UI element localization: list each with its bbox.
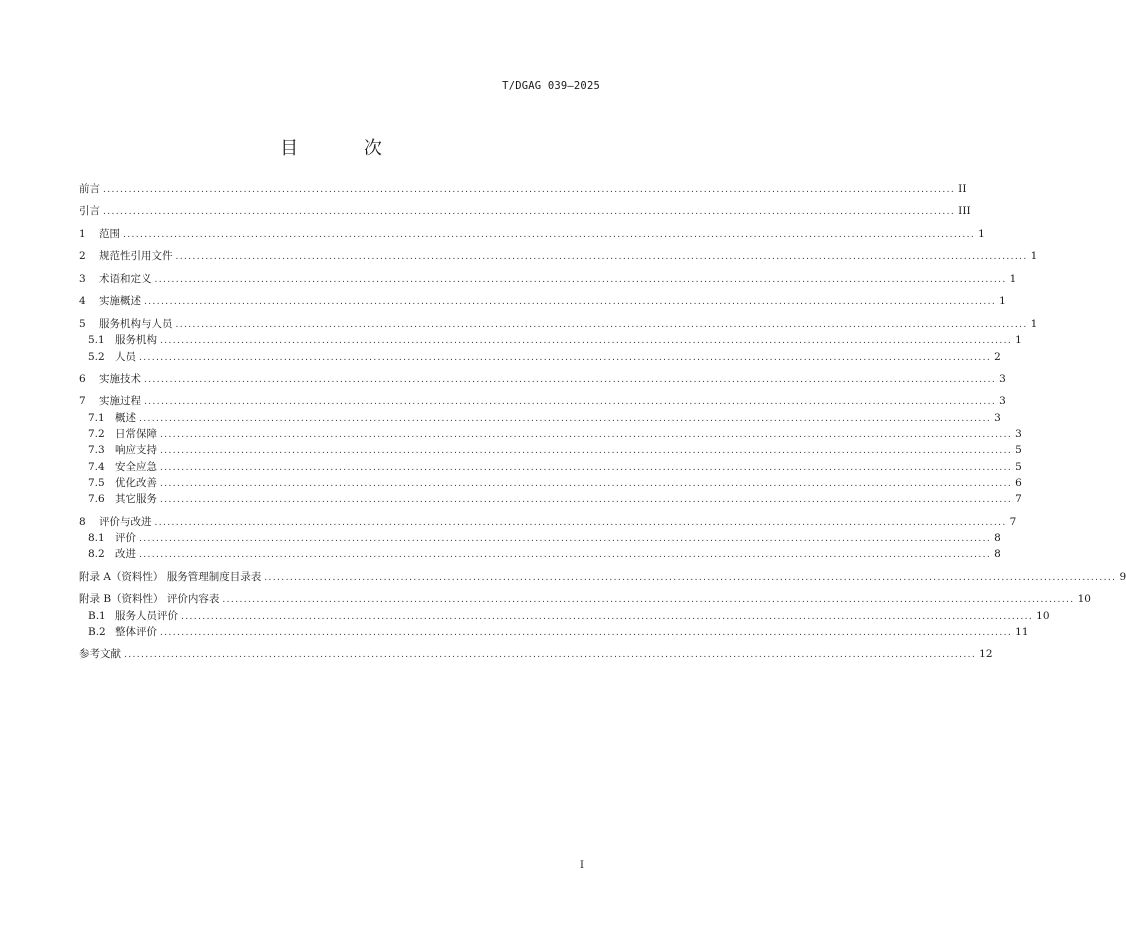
toc-entry-label: 概述	[115, 411, 136, 424]
page-number: I	[580, 860, 584, 871]
toc-entry-label: 实施概述	[99, 295, 141, 308]
toc-entry-page: 5	[1015, 460, 1022, 473]
toc-entry[interactable]	[79, 371, 1006, 387]
toc-entry[interactable]	[79, 491, 1022, 507]
toc-entry[interactable]	[79, 591, 1091, 607]
toc-leader-dots: ........................................................................................................................................................................................................	[175, 252, 1028, 263]
toc-entry[interactable]	[79, 646, 993, 662]
toc-entry-number: 6	[79, 372, 86, 385]
toc-entry-label: 实施过程	[99, 395, 141, 408]
toc-entry-page: 10	[1077, 593, 1091, 606]
toc-entry-number: 7.3	[88, 444, 105, 457]
toc-entry-label: 人员	[115, 350, 136, 363]
toc-entry-label: 服务机构与人员	[99, 317, 173, 330]
toc-entry-label: 评价与改进	[99, 515, 152, 528]
toc-entry-label: 引言	[79, 205, 100, 218]
toc-leader-dots: ........................................................................................................................................................................................................	[154, 274, 1007, 285]
toc-leader-dots: ........................................................................................................................................................................................................	[139, 352, 992, 363]
toc-entry-number: 8.2	[88, 548, 105, 561]
toc-entry-page: 5	[1015, 444, 1022, 457]
toc-entry-number: 7.5	[88, 476, 105, 489]
toc-entry-number: 3	[79, 272, 86, 285]
toc-entry-page: 8	[994, 532, 1001, 545]
toc-leader-dots: ........................................................................................................................................................................................................	[144, 297, 997, 308]
toc-entry-number: 1	[79, 227, 86, 240]
toc-entry-page: 3	[994, 411, 1001, 424]
toc-entry[interactable]	[79, 426, 1022, 442]
toc-leader-dots: ........................................................................................................................................................................................................	[154, 517, 1007, 528]
toc-entry-page: 8	[994, 548, 1001, 561]
toc-leader-dots: ........................................................................................................................................................................................................	[160, 495, 1013, 506]
toc-entry-page: 6	[1015, 476, 1022, 489]
toc-entry-page: 1	[1030, 250, 1038, 263]
toc-entry-page: 3	[999, 372, 1006, 385]
toc-entry[interactable]	[79, 349, 1001, 365]
toc-entry-number: 7	[79, 395, 86, 408]
toc-entry-number: 5.2	[88, 350, 105, 363]
toc-entry-label: 服务机构	[115, 334, 157, 347]
toc-entry[interactable]	[79, 393, 1006, 409]
toc-entry-label: 附录 A（资料性） 服务管理制度目录表	[79, 570, 262, 583]
toc-entry-page: 2	[994, 350, 1001, 363]
toc-entry-page: 12	[979, 648, 993, 661]
toc-entry-page: 3	[1015, 428, 1022, 441]
toc-leader-dots: ........................................................................................................................................................................................................	[160, 627, 1013, 638]
toc-leader-dots: ........................................................................................................................................................................................................	[139, 550, 992, 561]
toc-entry[interactable]	[79, 546, 1001, 562]
toc-entry-number: 4	[79, 295, 86, 308]
toc-entry-label: 附录 B（资料性） 评价内容表	[79, 593, 220, 606]
toc-leader-dots: ........................................................................................................................................................................................................	[139, 534, 992, 545]
toc-leader-dots: ........................................................................................................................................................................................................	[124, 650, 977, 661]
toc-entry-number: B.1	[88, 609, 106, 622]
toc-entry-number: 7.6	[88, 493, 105, 506]
toc-entry-number: 7.2	[88, 428, 105, 441]
toc-entry[interactable]	[79, 459, 1022, 475]
toc-leader-dots: ........................................................................................................................................................................................................	[181, 611, 1034, 622]
toc-leader-dots: ........................................................................................................................................................................................................	[175, 319, 1028, 330]
toc-entry[interactable]	[79, 608, 1050, 624]
toc-entry[interactable]	[79, 293, 1006, 309]
toc-entry[interactable]	[79, 569, 1126, 585]
toc-entry-number: 5.1	[88, 334, 105, 347]
toc-entry-label: 范围	[99, 227, 120, 240]
toc-entry-label: 前言	[79, 183, 100, 195]
toc-entry-label: 响应支持	[115, 444, 157, 457]
toc-entry[interactable]	[79, 226, 985, 242]
toc-entry[interactable]	[79, 442, 1022, 458]
toc-entry-page: 1	[978, 227, 985, 240]
toc-entry-page: 3	[999, 395, 1006, 408]
document-code: T/DGAG 039—2025	[502, 80, 600, 92]
toc-entry-page: 1	[999, 295, 1006, 308]
toc-entry-number: 7.4	[88, 460, 105, 473]
toc-leader-dots: ........................................................................................................................................................................................................	[264, 572, 1117, 583]
toc-leader-dots: ........................................................................................................................................................................................................	[160, 430, 1013, 441]
toc-entry[interactable]	[79, 475, 1022, 491]
toc-entry[interactable]	[79, 624, 1029, 640]
page-title: 目 次	[280, 138, 412, 159]
toc-leader-dots: ........................................................................................................................................................................................................	[160, 336, 1013, 347]
toc-entry-page: 1	[1015, 334, 1022, 347]
toc-entry[interactable]	[79, 248, 1038, 264]
toc-leader-dots: ........................................................................................................................................................................................................	[103, 185, 956, 195]
toc-entry-label: 优化改善	[115, 476, 157, 489]
toc-entry[interactable]	[79, 332, 1022, 348]
toc-leader-dots: ........................................................................................................................................................................................................	[160, 478, 1013, 489]
toc-entry-page: 7	[1009, 515, 1017, 528]
toc-entry-number: 8	[79, 515, 86, 528]
toc-entry-page: 1	[1009, 272, 1017, 285]
toc-entry-label: 服务人员评价	[115, 609, 178, 622]
toc-entry-page: 7	[1015, 493, 1022, 506]
toc-entry-label: 日常保障	[115, 428, 157, 441]
toc-leader-dots: ........................................................................................................................................................................................................	[222, 595, 1075, 606]
toc-leader-dots: ........................................................................................................................................................................................................	[144, 374, 997, 385]
toc-leader-dots: ........................................................................................................................................................................................................	[139, 413, 992, 424]
toc-leader-dots: ........................................................................................................................................................................................................	[144, 397, 997, 408]
table-of-contents	[79, 181, 1126, 663]
toc-entry-page: II	[958, 183, 967, 195]
toc-entry-number: 2	[79, 250, 86, 263]
toc-entry[interactable]	[79, 530, 1001, 546]
toc-entry[interactable]	[79, 181, 967, 197]
toc-entry-number: 5	[79, 317, 86, 330]
toc-entry-label: 术语和定义	[99, 272, 152, 285]
toc-entry-page: 1	[1030, 317, 1038, 330]
toc-leader-dots: ........................................................................................................................................................................................................	[160, 446, 1013, 457]
toc-leader-dots: ........................................................................................................................................................................................................	[160, 462, 1013, 473]
toc-leader-dots: ........................................................................................................................................................................................................	[123, 229, 976, 240]
toc-entry-page: 11	[1015, 625, 1029, 638]
toc-entry-page: 9	[1119, 570, 1126, 583]
toc-leader-dots: ........................................................................................................................................................................................................	[103, 207, 956, 218]
toc-entry[interactable]	[79, 271, 1017, 287]
toc-entry-page: 10	[1036, 609, 1050, 622]
toc-entry[interactable]	[79, 514, 1017, 530]
toc-entry-number: 7.1	[88, 411, 105, 424]
toc-entry-label: 整体评价	[115, 625, 157, 638]
toc-entry-label: 参考文献	[79, 648, 121, 661]
toc-entry-label: 规范性引用文件	[99, 250, 173, 263]
toc-entry-label: 实施技术	[99, 372, 141, 385]
toc-entry[interactable]	[79, 410, 1001, 426]
toc-entry-number: 8.1	[88, 532, 105, 545]
toc-entry-label: 安全应急	[115, 460, 157, 473]
toc-entry-number: B.2	[88, 625, 106, 638]
toc-entry[interactable]	[79, 203, 971, 219]
toc-entry-label: 评价	[115, 532, 136, 545]
toc-entry-label: 其它服务	[115, 493, 157, 506]
toc-entry[interactable]	[79, 316, 1038, 332]
toc-entry-page: III	[958, 205, 971, 218]
toc-entry-label: 改进	[115, 548, 136, 561]
